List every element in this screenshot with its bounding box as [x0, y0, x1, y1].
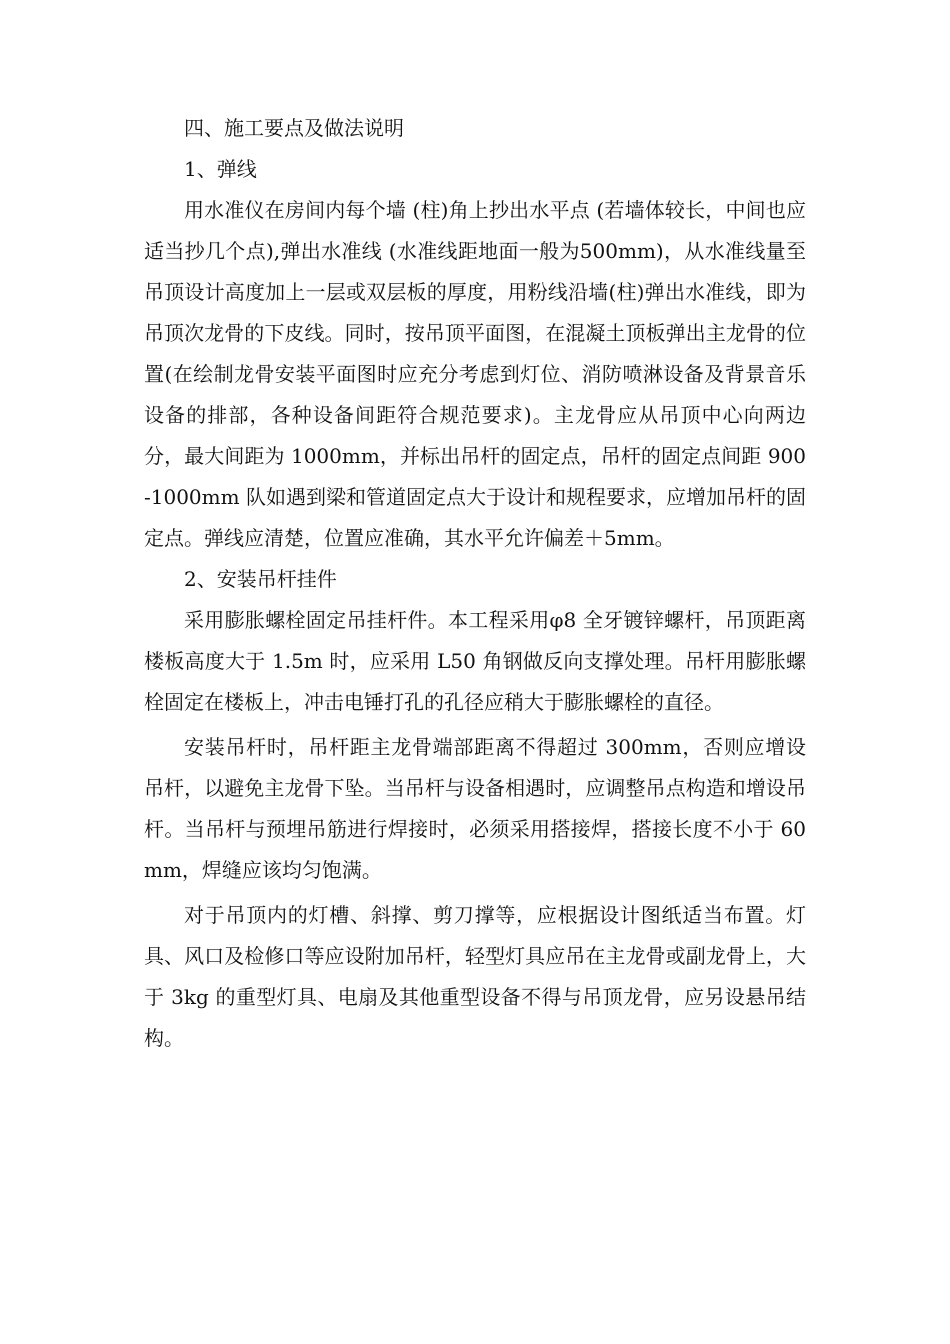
paragraph-4: 对于吊顶内的灯槽、斜撑、剪刀撑等，应根据设计图纸适当布置。灯具、风口及检修口等应设附加吊杆，轻型灯具应吊在主龙骨或副龙骨上，大于 3kg 的重型灯具、电扇及其他重型设备不得与吊顶龙骨，应另设悬吊结构。 [144, 903, 806, 1050]
paragraph-1: 用水准仪在房间内每个墙 (柱)角上抄出水平点 (若墙体较长，中间也应适当抄几个点),弹出水准线 (水准线距地面一般为500mm)，从水准线量至吊顶设计高度加上一层或双层板的厚度，用粉线沿墙(柱)弹出水准线，即为吊顶次龙骨的下皮线。同时，按吊顶平面图，在混凝土顶板弹出主龙骨的位置(在绘制龙骨安装平面图时应充分考虑到灯位、消防喷淋设备及背景音乐设备的排部，各种设备间距符合规范要求)。主龙骨应从吊顶中心向两边分，最大间距为 1000mm，并标出吊杆的固定点，吊杆的固定点间距 900-1000mm 队如遇到梁和管道固定点大于设计和规程要求，应增加吊杆的固定点。弹线应清楚，位置应准确，其水平允许偏差＋5mm。 [144, 198, 806, 550]
document-body [144, 108, 806, 1059]
subsection-heading-1: 1、弹线 [184, 157, 257, 181]
paragraph-2: 采用膨胀螺栓固定吊挂杆件。本工程采用φ8 全牙镀锌螺杆，吊顶距离楼板高度大于 1.5m 时，应采用 L50 角钢做反向支撑处理。吊杆用膨胀螺栓固定在楼板上，冲击电锤打孔的孔径应稍大于膨胀螺栓的直径。 [144, 608, 806, 714]
section-heading: 四、施工要点及做法说明 [184, 116, 404, 140]
subsection-heading-2: 2、安装吊杆挂件 [184, 567, 337, 591]
paragraph-3: 安装吊杆时，吊杆距主龙骨端部距离不得超过 300mm，否则应增设吊杆，以避免主龙骨下坠。当吊杆与设备相遇时，应调整吊点构造和增设吊杆。当吊杆与预埋吊筋进行焊接时，必须采用搭接焊，搭接长度不小于 60mm，焊缝应该均匀饱满。 [144, 735, 806, 882]
